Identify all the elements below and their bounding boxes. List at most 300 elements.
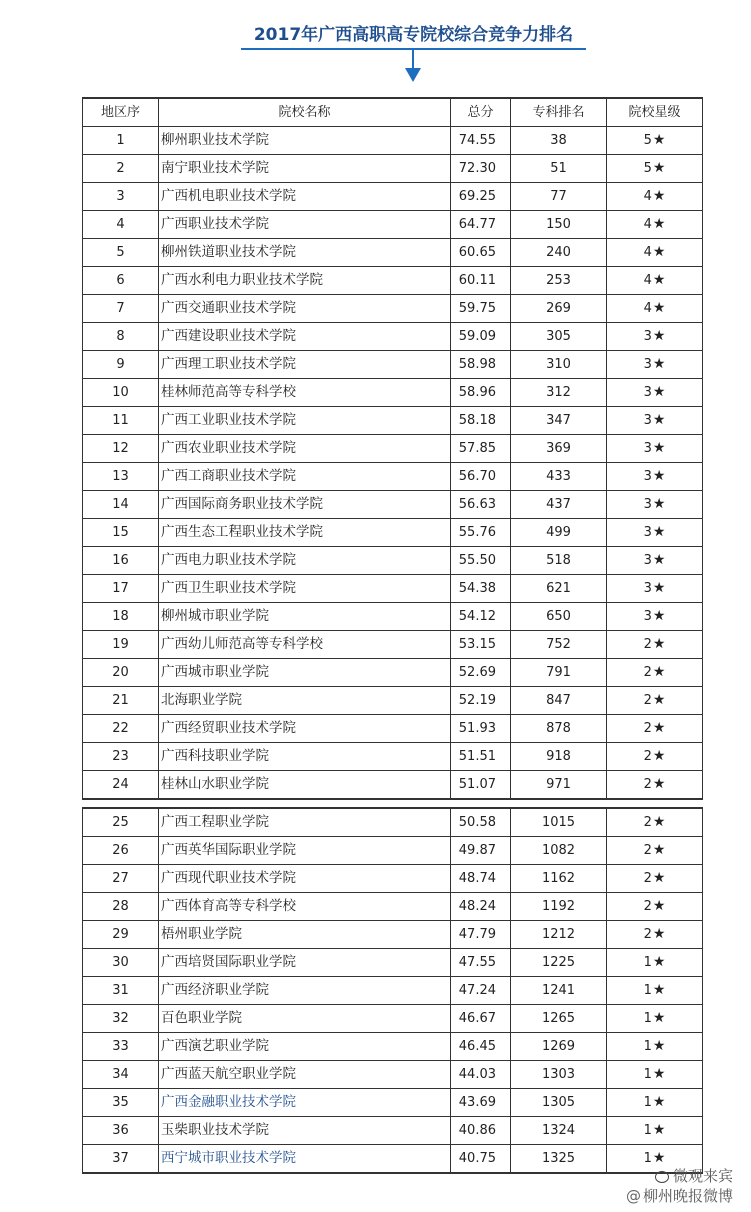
watermark-line-2: @ 柳州晚报微博 [625, 1187, 733, 1205]
national-rank-cell: 499 [511, 519, 607, 547]
star-count: 3 [643, 553, 652, 568]
national-rank-cell: 1015 [511, 808, 607, 837]
table-row [83, 575, 703, 603]
school-name-cell: 西宁城市职业技术学院 [159, 1145, 451, 1174]
star-count: 4 [643, 217, 652, 232]
star-icon: ★ [652, 814, 666, 830]
national-rank-cell: 305 [511, 323, 607, 351]
table-row [83, 547, 703, 575]
school-name-cell: 广西演艺职业学院 [159, 1033, 451, 1061]
star-count: 2 [643, 749, 652, 764]
star-icon: ★ [652, 982, 666, 998]
header-region-no: 地区序 [83, 98, 159, 127]
table-row [83, 893, 703, 921]
region-no-cell: 36 [83, 1117, 159, 1145]
national-rank-cell: 1225 [511, 949, 607, 977]
region-no-cell: 35 [83, 1089, 159, 1117]
star-icon: ★ [652, 1010, 666, 1026]
school-name-cell: 广西农业职业技术学院 [159, 435, 451, 463]
star-count: 2 [643, 899, 652, 914]
star-level-cell [607, 893, 703, 921]
star-count: 3 [643, 497, 652, 512]
star-count: 4 [643, 273, 652, 288]
national-rank-cell: 518 [511, 547, 607, 575]
star-icon: ★ [652, 552, 666, 568]
national-rank-cell: 1265 [511, 1005, 607, 1033]
region-no-cell: 17 [83, 575, 159, 603]
region-no-cell: 1 [83, 127, 159, 155]
total-score-cell: 56.63 [451, 491, 511, 519]
star-icon: ★ [652, 720, 666, 736]
star-level-cell [607, 949, 703, 977]
star-icon: ★ [652, 842, 666, 858]
star-icon: ★ [652, 300, 666, 316]
table-row [83, 1145, 703, 1174]
national-rank-cell: 51 [511, 155, 607, 183]
school-name-cell: 桂林山水职业学院 [159, 771, 451, 800]
national-rank-cell: 437 [511, 491, 607, 519]
total-score-cell: 40.86 [451, 1117, 511, 1145]
table-row [83, 407, 703, 435]
school-name-cell: 广西蓝天航空职业学院 [159, 1061, 451, 1089]
star-icon: ★ [652, 636, 666, 652]
star-level-cell [607, 295, 703, 323]
national-rank-cell: 253 [511, 267, 607, 295]
table-row [83, 631, 703, 659]
star-count: 1 [643, 1011, 652, 1026]
table-row [83, 865, 703, 893]
table-row [83, 463, 703, 491]
national-rank-cell: 1192 [511, 893, 607, 921]
total-score-cell: 51.51 [451, 743, 511, 771]
star-icon: ★ [652, 776, 666, 792]
table-row [83, 323, 703, 351]
school-name-cell: 广西英华国际职业学院 [159, 837, 451, 865]
region-no-cell: 5 [83, 239, 159, 267]
region-no-cell: 20 [83, 659, 159, 687]
table-row [83, 1089, 703, 1117]
national-rank-cell: 1241 [511, 977, 607, 1005]
total-score-cell: 47.79 [451, 921, 511, 949]
table-header-row [83, 98, 703, 127]
school-name-cell: 广西职业技术学院 [159, 211, 451, 239]
national-rank-cell: 77 [511, 183, 607, 211]
table-row [83, 921, 703, 949]
region-no-cell: 19 [83, 631, 159, 659]
region-no-cell: 6 [83, 267, 159, 295]
star-count: 1 [643, 955, 652, 970]
national-rank-cell: 1305 [511, 1089, 607, 1117]
national-rank-cell: 971 [511, 771, 607, 800]
total-score-cell: 48.24 [451, 893, 511, 921]
star-level-cell [607, 323, 703, 351]
national-rank-cell: 240 [511, 239, 607, 267]
table-row [83, 295, 703, 323]
national-rank-cell: 1082 [511, 837, 607, 865]
star-level-cell [607, 1033, 703, 1061]
table-row [83, 519, 703, 547]
star-count: 3 [643, 469, 652, 484]
national-rank-cell: 918 [511, 743, 607, 771]
total-score-cell: 51.07 [451, 771, 511, 800]
star-count: 4 [643, 245, 652, 260]
table-row [83, 491, 703, 519]
star-level-cell [607, 1005, 703, 1033]
star-icon: ★ [652, 272, 666, 288]
star-count: 2 [643, 665, 652, 680]
region-no-cell: 8 [83, 323, 159, 351]
arrow-head-icon [405, 68, 421, 82]
star-icon: ★ [652, 356, 666, 372]
school-name-cell: 广西交通职业技术学院 [159, 295, 451, 323]
region-no-cell: 3 [83, 183, 159, 211]
total-score-cell: 58.96 [451, 379, 511, 407]
school-name-cell: 广西国际商务职业技术学院 [159, 491, 451, 519]
star-icon: ★ [652, 608, 666, 624]
region-no-cell: 32 [83, 1005, 159, 1033]
school-name-cell: 广西建设职业技术学院 [159, 323, 451, 351]
star-count: 4 [643, 189, 652, 204]
region-no-cell: 29 [83, 921, 159, 949]
star-icon: ★ [652, 412, 666, 428]
star-icon: ★ [652, 1150, 666, 1166]
national-rank-cell: 369 [511, 435, 607, 463]
national-rank-cell: 38 [511, 127, 607, 155]
star-count: 3 [643, 525, 652, 540]
header-star-level: 院校星级 [607, 98, 703, 127]
star-count: 1 [643, 1067, 652, 1082]
total-score-cell: 53.15 [451, 631, 511, 659]
star-level-cell [607, 435, 703, 463]
star-icon: ★ [652, 1094, 666, 1110]
national-rank-cell: 433 [511, 463, 607, 491]
table-row [83, 267, 703, 295]
total-score-cell: 43.69 [451, 1089, 511, 1117]
star-level-cell [607, 575, 703, 603]
star-icon: ★ [652, 954, 666, 970]
school-name-cell: 广西理工职业技术学院 [159, 351, 451, 379]
total-score-cell: 55.50 [451, 547, 511, 575]
region-no-cell: 14 [83, 491, 159, 519]
total-score-cell: 46.67 [451, 1005, 511, 1033]
national-rank-cell: 878 [511, 715, 607, 743]
region-no-cell: 25 [83, 808, 159, 837]
school-name-cell: 广西经贸职业技术学院 [159, 715, 451, 743]
region-no-cell: 16 [83, 547, 159, 575]
region-no-cell: 11 [83, 407, 159, 435]
star-level-cell [607, 808, 703, 837]
school-name-cell: 广西工业职业技术学院 [159, 407, 451, 435]
table-row [83, 808, 703, 837]
total-score-cell: 52.19 [451, 687, 511, 715]
star-level-cell [607, 127, 703, 155]
star-icon: ★ [652, 898, 666, 914]
star-level-cell [607, 1061, 703, 1089]
star-level-cell [607, 837, 703, 865]
star-count: 1 [643, 983, 652, 998]
region-no-cell: 10 [83, 379, 159, 407]
star-level-cell [607, 921, 703, 949]
star-icon: ★ [652, 468, 666, 484]
school-name-cell: 广西水利电力职业技术学院 [159, 267, 451, 295]
national-rank-cell: 791 [511, 659, 607, 687]
star-level-cell [607, 865, 703, 893]
school-name-cell: 百色职业学院 [159, 1005, 451, 1033]
national-rank-cell: 312 [511, 379, 607, 407]
star-count: 2 [643, 777, 652, 792]
region-no-cell: 37 [83, 1145, 159, 1174]
total-score-cell: 74.55 [451, 127, 511, 155]
total-score-cell: 44.03 [451, 1061, 511, 1089]
star-icon: ★ [652, 748, 666, 764]
school-name-cell: 柳州铁道职业技术学院 [159, 239, 451, 267]
watermark-line-1: 微观来宾 [626, 1166, 733, 1186]
table-row [83, 1117, 703, 1145]
region-no-cell: 34 [83, 1061, 159, 1089]
star-level-cell [607, 463, 703, 491]
star-count: 3 [643, 609, 652, 624]
star-level-cell [607, 267, 703, 295]
star-level-cell [607, 239, 703, 267]
total-score-cell: 54.12 [451, 603, 511, 631]
star-count: 1 [643, 1123, 652, 1138]
region-no-cell: 12 [83, 435, 159, 463]
school-name-cell: 广西工程职业学院 [159, 808, 451, 837]
star-level-cell [607, 1089, 703, 1117]
region-no-cell: 27 [83, 865, 159, 893]
arrow-down-icon [412, 50, 414, 70]
school-name-cell: 广西工商职业技术学院 [159, 463, 451, 491]
table-row [83, 977, 703, 1005]
school-name-cell: 梧州职业学院 [159, 921, 451, 949]
table-row [83, 837, 703, 865]
star-icon: ★ [652, 1122, 666, 1138]
table-row [83, 715, 703, 743]
star-count: 2 [643, 871, 652, 886]
school-name-cell: 柳州职业技术学院 [159, 127, 451, 155]
total-score-cell: 51.93 [451, 715, 511, 743]
region-no-cell: 33 [83, 1033, 159, 1061]
star-count: 5 [643, 161, 652, 176]
total-score-cell: 47.24 [451, 977, 511, 1005]
title-area [0, 0, 751, 90]
star-icon: ★ [652, 524, 666, 540]
region-no-cell: 7 [83, 295, 159, 323]
national-rank-cell: 621 [511, 575, 607, 603]
star-icon: ★ [652, 440, 666, 456]
total-score-cell: 60.11 [451, 267, 511, 295]
star-count: 3 [643, 581, 652, 596]
star-level-cell [607, 351, 703, 379]
star-count: 1 [643, 1039, 652, 1054]
region-no-cell: 24 [83, 771, 159, 800]
star-icon: ★ [652, 664, 666, 680]
region-no-cell: 30 [83, 949, 159, 977]
star-count: 2 [643, 721, 652, 736]
star-icon: ★ [652, 384, 666, 400]
star-level-cell [607, 547, 703, 575]
star-icon: ★ [652, 188, 666, 204]
total-score-cell: 52.69 [451, 659, 511, 687]
star-count: 2 [643, 693, 652, 708]
school-name-cell: 广西体育高等专科学校 [159, 893, 451, 921]
table-row [83, 949, 703, 977]
region-no-cell: 2 [83, 155, 159, 183]
star-icon: ★ [652, 160, 666, 176]
star-level-cell [607, 743, 703, 771]
star-count: 2 [643, 637, 652, 652]
star-count: 1 [643, 1095, 652, 1110]
star-level-cell [607, 183, 703, 211]
star-level-cell [607, 771, 703, 800]
national-rank-cell: 1303 [511, 1061, 607, 1089]
weibo-at-icon: @ [625, 1187, 641, 1205]
region-no-cell: 22 [83, 715, 159, 743]
star-level-cell [607, 603, 703, 631]
national-rank-cell: 650 [511, 603, 607, 631]
star-count: 2 [643, 815, 652, 830]
star-icon: ★ [652, 132, 666, 148]
national-rank-cell: 752 [511, 631, 607, 659]
region-no-cell: 4 [83, 211, 159, 239]
region-no-cell: 31 [83, 977, 159, 1005]
star-count: 3 [643, 441, 652, 456]
star-level-cell [607, 659, 703, 687]
star-level-cell [607, 687, 703, 715]
region-no-cell: 15 [83, 519, 159, 547]
star-count: 2 [643, 843, 652, 858]
watermark [626, 1166, 733, 1206]
national-rank-cell: 347 [511, 407, 607, 435]
star-count: 2 [643, 927, 652, 942]
table-row [83, 239, 703, 267]
national-rank-cell: 1162 [511, 865, 607, 893]
region-no-cell: 9 [83, 351, 159, 379]
star-level-cell [607, 491, 703, 519]
table-row [83, 771, 703, 800]
total-score-cell: 64.77 [451, 211, 511, 239]
total-score-cell: 40.75 [451, 1145, 511, 1174]
table-row [83, 351, 703, 379]
wechat-icon [655, 1171, 669, 1183]
star-level-cell [607, 155, 703, 183]
page-title: 2017年广西高职高专院校综合竞争力排名 [241, 20, 586, 50]
region-no-cell: 13 [83, 463, 159, 491]
header-school-name: 院校名称 [159, 98, 451, 127]
total-score-cell: 69.25 [451, 183, 511, 211]
school-name-cell: 广西机电职业技术学院 [159, 183, 451, 211]
school-name-cell: 广西金融职业技术学院 [159, 1089, 451, 1117]
star-level-cell [607, 715, 703, 743]
star-icon: ★ [652, 216, 666, 232]
total-score-cell: 59.09 [451, 323, 511, 351]
header-national-rank: 专科排名 [511, 98, 607, 127]
star-icon: ★ [652, 1066, 666, 1082]
national-rank-cell: 150 [511, 211, 607, 239]
star-level-cell [607, 407, 703, 435]
school-name-cell: 广西卫生职业技术学院 [159, 575, 451, 603]
table-row [83, 687, 703, 715]
star-count: 3 [643, 413, 652, 428]
star-level-cell [607, 1117, 703, 1145]
star-count: 4 [643, 301, 652, 316]
total-score-cell: 60.65 [451, 239, 511, 267]
school-name-cell: 广西科技职业学院 [159, 743, 451, 771]
table-row [83, 603, 703, 631]
table-row [83, 1033, 703, 1061]
header-total-score: 总分 [451, 98, 511, 127]
school-name-cell: 广西城市职业学院 [159, 659, 451, 687]
total-score-cell: 49.87 [451, 837, 511, 865]
national-rank-cell: 1325 [511, 1145, 607, 1174]
total-score-cell: 48.74 [451, 865, 511, 893]
star-icon: ★ [652, 870, 666, 886]
total-score-cell: 56.70 [451, 463, 511, 491]
star-icon: ★ [652, 496, 666, 512]
star-level-cell [607, 519, 703, 547]
star-level-cell [607, 379, 703, 407]
total-score-cell: 72.30 [451, 155, 511, 183]
region-no-cell: 28 [83, 893, 159, 921]
school-name-cell: 广西培贤国际职业学院 [159, 949, 451, 977]
table-row [83, 659, 703, 687]
school-name-cell: 广西现代职业技术学院 [159, 865, 451, 893]
star-icon: ★ [652, 244, 666, 260]
table-row [83, 435, 703, 463]
star-level-cell [607, 631, 703, 659]
star-count: 3 [643, 357, 652, 372]
star-icon: ★ [652, 1038, 666, 1054]
total-score-cell: 59.75 [451, 295, 511, 323]
table-row [83, 127, 703, 155]
ranking-table-part-2 [82, 807, 703, 1174]
school-name-cell: 玉柴职业技术学院 [159, 1117, 451, 1145]
region-no-cell: 18 [83, 603, 159, 631]
national-rank-cell: 1324 [511, 1117, 607, 1145]
region-no-cell: 26 [83, 837, 159, 865]
star-count: 1 [643, 1151, 652, 1166]
star-count: 5 [643, 133, 652, 148]
table-row [83, 183, 703, 211]
table-row [83, 211, 703, 239]
total-score-cell: 54.38 [451, 575, 511, 603]
school-name-cell: 广西生态工程职业技术学院 [159, 519, 451, 547]
national-rank-cell: 269 [511, 295, 607, 323]
school-name-cell: 广西电力职业技术学院 [159, 547, 451, 575]
star-icon: ★ [652, 692, 666, 708]
total-score-cell: 58.98 [451, 351, 511, 379]
total-score-cell: 46.45 [451, 1033, 511, 1061]
school-name-cell: 广西幼儿师范高等专科学校 [159, 631, 451, 659]
star-count: 3 [643, 385, 652, 400]
national-rank-cell: 1269 [511, 1033, 607, 1061]
star-icon: ★ [652, 926, 666, 942]
table-row [83, 1005, 703, 1033]
total-score-cell: 55.76 [451, 519, 511, 547]
star-icon: ★ [652, 580, 666, 596]
region-no-cell: 23 [83, 743, 159, 771]
school-name-cell: 桂林师范高等专科学校 [159, 379, 451, 407]
total-score-cell: 58.18 [451, 407, 511, 435]
school-name-cell: 北海职业学院 [159, 687, 451, 715]
star-count: 3 [643, 329, 652, 344]
table-row [83, 379, 703, 407]
national-rank-cell: 310 [511, 351, 607, 379]
school-name-cell: 南宁职业技术学院 [159, 155, 451, 183]
total-score-cell: 47.55 [451, 949, 511, 977]
star-level-cell [607, 211, 703, 239]
table-row [83, 743, 703, 771]
